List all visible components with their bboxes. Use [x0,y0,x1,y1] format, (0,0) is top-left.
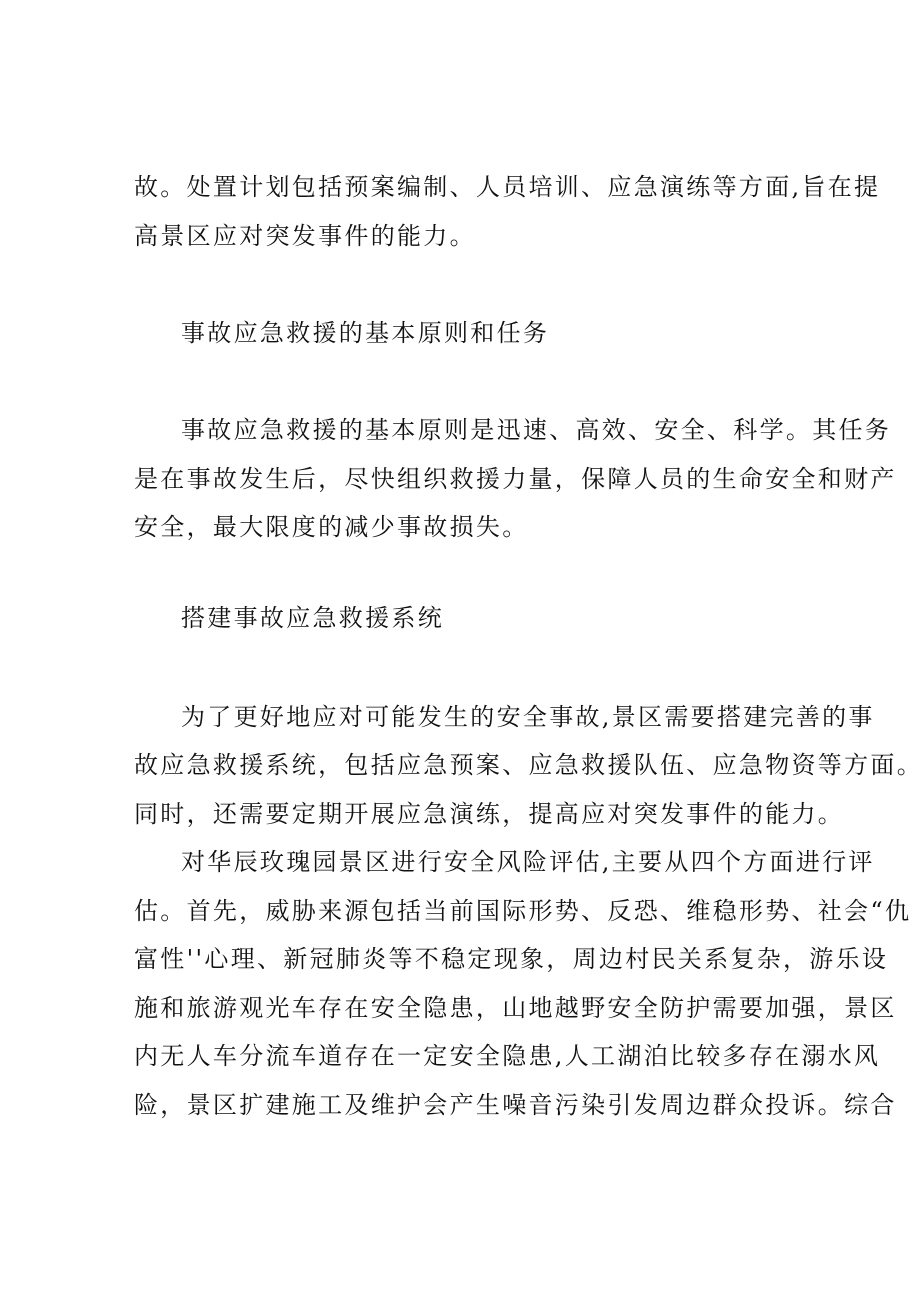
paragraph-line: 险，景区扩建施工及维护会产生噪音污染引发周边群众投诉。综合 [134,1091,897,1119]
paragraph-line: 内无人车分流车道存在一定安全隐患,人工湖泊比较多存在溺水风 [134,1042,881,1070]
paragraph-line: 是在事故发生后，尽快组织救援力量，保障人员的生命安全和财产 [134,465,897,493]
paragraph-line: 对华辰玫瑰园景区进行安全风险评估,主要从四个方面进行评 [181,848,875,876]
paragraph-line: 富性''心理、新冠肺炎等不稳定现象，周边村民关系复杂，游乐设 [134,945,889,973]
section-heading-principles: 事故应急救援的基本原则和任务 [181,319,550,347]
paragraph-line: 为了更好地应对可能发生的安全事故,景区需要搭建完善的事 [181,703,875,731]
paragraph-line: 高景区应对突发事件的能力。 [134,222,476,250]
paragraph-line: 事故应急救援的基本原则是迅速、高效、安全、科学。其任务 [181,416,892,444]
paragraph-line: 故。处置计划包括预案编制、人员培训、应急演练等方面,旨在提 [134,173,881,201]
paragraph-line: 安全，最大限度的减少事故损失。 [134,513,529,541]
paragraph-line: 故应急救援系统，包括应急预案、应急救援队伍、应急物资等方面。 [134,751,923,779]
paragraph-line: 施和旅游观光车存在安全隐患，山地越野安全防护需要加强，景区 [134,994,897,1022]
paragraph-line: 估。首先，威胁来源包括当前国际形势、反恐、维稳形势、社会“仇 [134,897,912,925]
paragraph-line: 同时，还需要定期开展应急演练，提高应对突发事件的能力。 [134,800,845,828]
section-heading-system: 搭建事故应急救援系统 [181,604,444,632]
